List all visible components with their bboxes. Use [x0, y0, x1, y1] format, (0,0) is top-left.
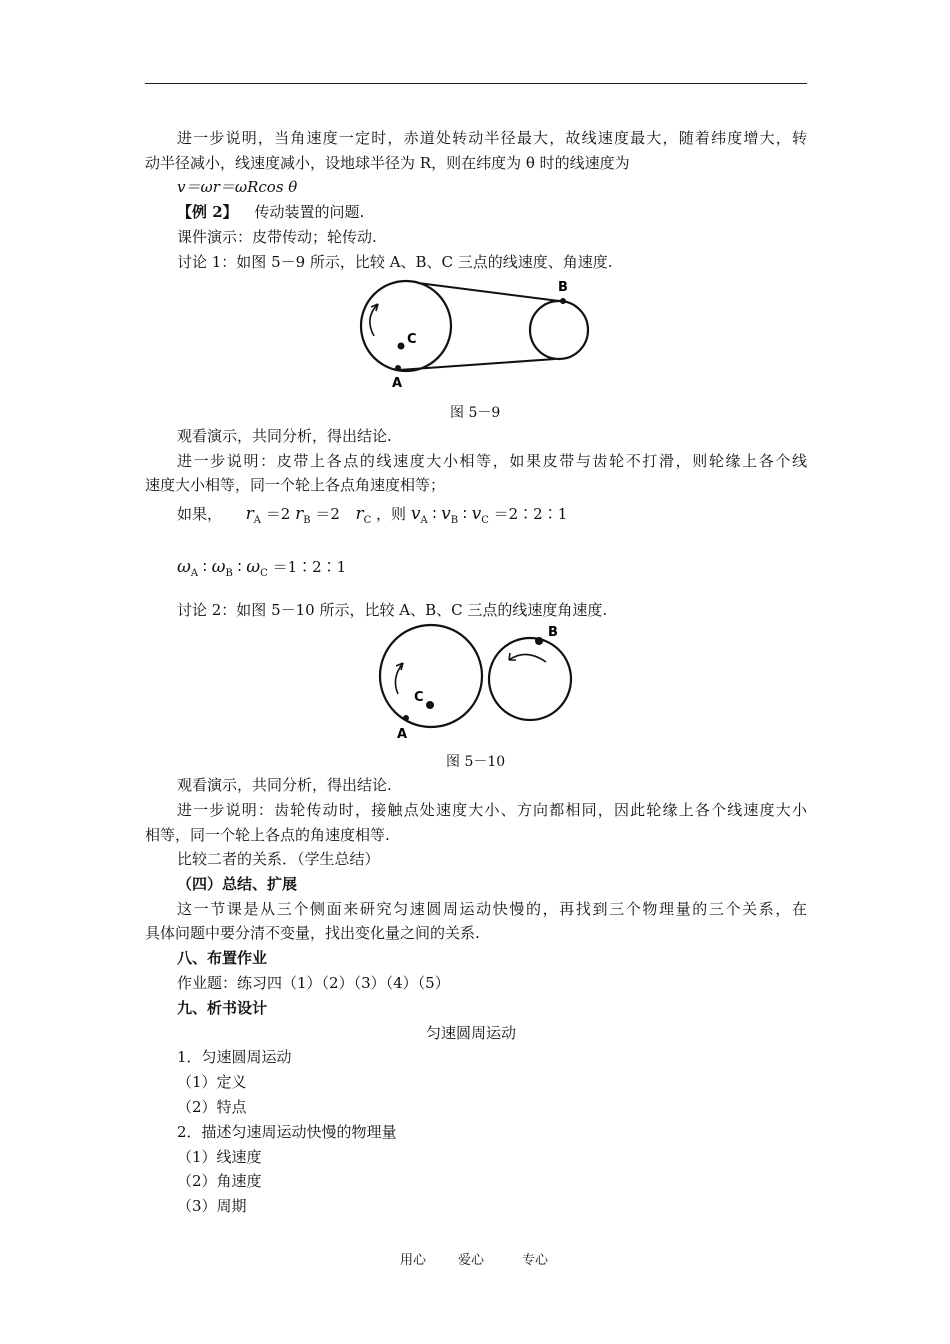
gear-drive-figure — [376, 620, 581, 745]
small-wheel — [530, 301, 588, 359]
compare-line: 比较二者的关系．（学生总结） — [177, 850, 380, 868]
board-item: （2）角速度 — [177, 1172, 262, 1190]
discussion-1: 讨论 1：如图 5－9 所示，比较 A、B、C 三点的线速度、角速度. — [177, 253, 613, 271]
board-item: 1．匀速圆周运动 — [177, 1048, 292, 1066]
velocity-formula: v＝ωr＝ωRcos θ — [177, 178, 298, 196]
small-gear-arrow-icon — [509, 654, 546, 662]
section-4-heading: （四）总结、扩展 — [177, 875, 298, 893]
ratio-prefix: 如果， — [177, 505, 223, 523]
label-b: B — [558, 280, 568, 295]
figure-5-10-caption: 图 5－10 — [446, 754, 506, 770]
point-c — [398, 343, 405, 350]
point-b — [535, 637, 543, 645]
belt-drive-figure — [352, 276, 602, 396]
large-wheel — [361, 281, 451, 371]
board-item: 2．描述匀速周运动快慢的物理量 — [177, 1123, 397, 1141]
footer-text-3: 专心 — [522, 1253, 549, 1268]
belt-top — [418, 283, 559, 301]
example-2-text: 传动装置的问题. — [254, 203, 365, 221]
observe-1: 观看演示，共同分析，得出结论. — [177, 427, 392, 445]
para1-line2: 动半径减小，线速度减小，设地球半径为 R，则在纬度为 θ 时的线速度为 — [145, 154, 630, 172]
label-a: A — [397, 727, 408, 742]
small-gear — [489, 638, 571, 720]
para3-line1: 进一步说明：齿轮传动时，接触点处速度大小、方向都相同，因此轮缘上各个线速度大小 — [177, 801, 807, 819]
para4-line1: 这一节课是从三个侧面来研究匀速圆周运动快慢的，再找到三个物理量的三个关系，在 — [177, 900, 807, 918]
belt-bottom — [399, 359, 555, 370]
label-b: B — [548, 625, 558, 640]
board-item: （1）线速度 — [177, 1148, 262, 1166]
label-a: A — [392, 376, 403, 391]
label-c: C — [407, 332, 417, 347]
section-8-heading: 八、布置作业 — [177, 949, 268, 967]
large-gear — [380, 625, 482, 727]
board-item: （2）特点 — [177, 1098, 247, 1116]
example-2-label: 【例 2】 — [177, 203, 238, 221]
header-rule — [145, 83, 807, 84]
demo-line: 课件演示：皮带传动；轮传动. — [177, 228, 377, 246]
radius-velocity-ratio: 如果， $r_A =2$ $r_B =2$ $r_C$ ，则 $v_A$ ∶ $v_B$ ∶ $v_C$ ＝2∶2∶1 — [177, 504, 568, 526]
board-title: 匀速圆周运动 — [426, 1024, 517, 1042]
point-b — [560, 298, 566, 304]
para3-line2: 相等，同一个轮上各点的角速度相等. — [145, 826, 390, 844]
para4-line2: 具体问题中要分清不变量，找出变化量之间的关系. — [145, 924, 480, 942]
example-2-heading — [177, 201, 364, 223]
discussion-2: 讨论 2：如图 5－10 所示，比较 A、B、C 三点的线速度角速度. — [177, 601, 608, 619]
footer-text-1: 用心 — [400, 1253, 427, 1268]
section-9-heading: 九、析书设计 — [177, 999, 268, 1017]
para1-line1: 进一步说明，当角速度一定时，赤道处转动半径最大，故线速度最大，随着纬度增大，转 — [177, 129, 807, 147]
point-a — [395, 365, 401, 371]
board-item: （1）定义 — [177, 1073, 247, 1091]
para2-line2: 速度大小相等，同一个轮上各点角速度相等； — [145, 476, 446, 494]
angular-velocity-ratio: $\omega_A$ ∶ $\omega_B$ ∶ $\omega_C$ ＝1∶2∶1 — [177, 557, 347, 579]
label-c: C — [414, 690, 424, 705]
board-item: （3）周期 — [177, 1197, 247, 1215]
para2-line1: 进一步说明：皮带上各点的线速度大小相等，如果皮带与齿轮不打滑，则轮缘上各个线 — [177, 452, 807, 470]
figure-5-9-caption: 图 5－9 — [450, 405, 501, 421]
footer-text-2: 爱心 — [458, 1253, 485, 1268]
point-a — [403, 715, 409, 721]
point-c — [426, 701, 434, 709]
observe-2: 观看演示，共同分析，得出结论. — [177, 776, 392, 794]
homework-line: 作业题：练习四（1）（2）（3）（4）（5） — [177, 974, 450, 992]
